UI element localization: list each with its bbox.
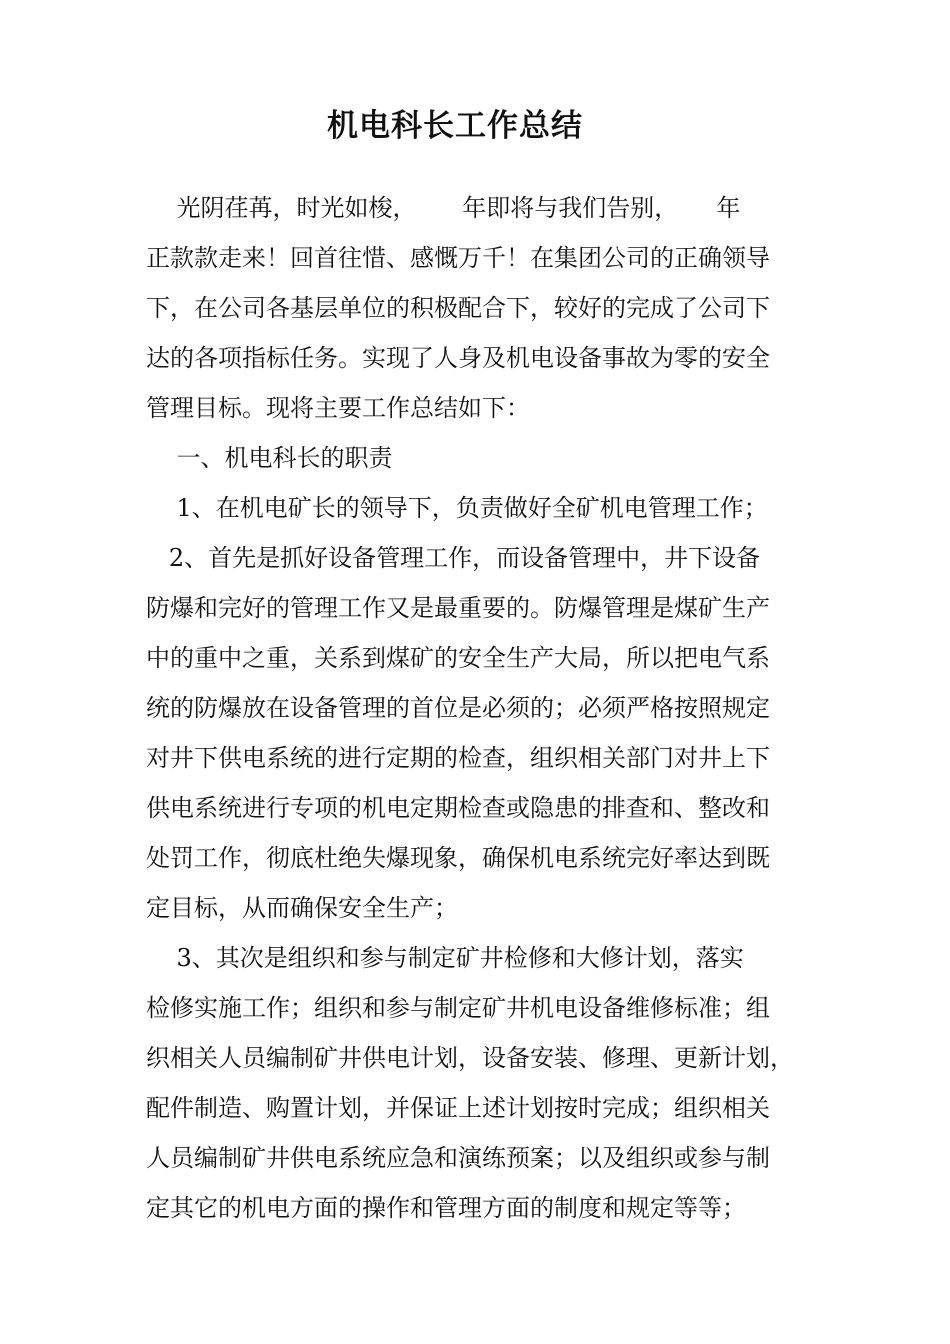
body-line: 处罚工作，彻底杜绝失爆现象，确保机电系统完好率达到既 xyxy=(146,844,770,872)
body-line: 检修实施工作；组织和参与制定矿井机电设备维修标准；组 xyxy=(146,994,770,1022)
body-line: 管理目标。现将主要工作总结如下： xyxy=(146,394,530,422)
section-heading: 一、机电科长的职责 xyxy=(146,444,393,472)
body-line: 织相关人员编制矿井供电计划，设备安装、修理、更新计划， xyxy=(146,1044,794,1072)
document-title: 机电科长工作总结 xyxy=(327,108,583,144)
body-line: 供电系统进行专项的机电定期检查或隐患的排查和、整改和 xyxy=(146,794,770,822)
body-line: 光阴荏苒，时光如梭， 年即将与我们告别， 年 xyxy=(146,194,741,222)
body-line: 正款款走来！回首往惜、感慨万千！在集团公司的正确领导 xyxy=(146,244,770,272)
body-line: 1、在机电矿长的领导下，负责做好全矿机电管理工作； xyxy=(146,494,768,522)
body-line: 防爆和完好的管理工作又是最重要的。防爆管理是煤矿生产 xyxy=(146,594,770,622)
body-line: 统的防爆放在设备管理的首位是必须的；必须严格按照规定 xyxy=(146,694,770,722)
body-line: 2、首先是抓好设备管理工作，而设备管理中，井下设备 xyxy=(146,544,761,572)
body-line: 中的重中之重，关系到煤矿的安全生产大局，所以把电气系 xyxy=(146,644,770,672)
body-line: 下，在公司各基层单位的积极配合下，较好的完成了公司下 xyxy=(146,294,770,322)
body-line: 对井下供电系统的进行定期的检查，组织相关部门对井上下 xyxy=(146,744,770,772)
body-line: 配件制造、购置计划，并保证上述计划按时完成；组织相关 xyxy=(146,1094,770,1122)
body-line: 达的各项指标任务。实现了人身及机电设备事故为零的安全 xyxy=(146,344,770,372)
body-line: 3、其次是组织和参与制定矿井检修和大修计划，落实 xyxy=(146,944,744,972)
body-line: 定目标，从而确保安全生产； xyxy=(146,894,458,922)
body-line: 定其它的机电方面的操作和管理方面的制度和规定等等； xyxy=(146,1194,746,1222)
body-line: 人员编制矿井供电系统应急和演练预案；以及组织或参与制 xyxy=(146,1144,770,1172)
